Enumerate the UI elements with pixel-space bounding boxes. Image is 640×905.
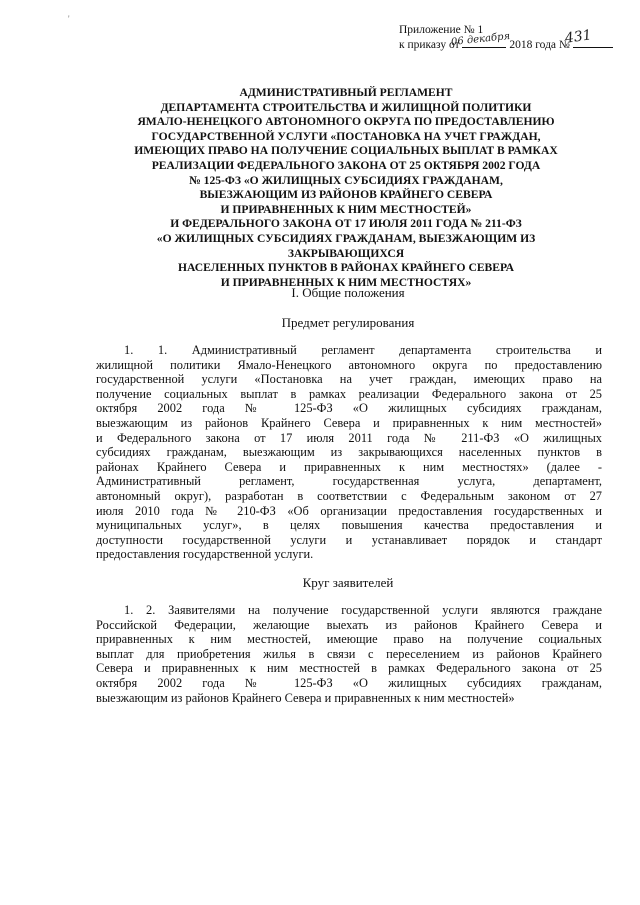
subheading-applicants: Круг заявителей <box>302 575 394 590</box>
appendix-header <box>399 24 629 52</box>
paragraph-line: июля 2010 года № 210-ФЗ «Об организации предоставления государственных и <box>96 503 602 518</box>
paragraph-line: субсидиях гражданам, выезжающим из закрывающихся населенных пунктов в <box>96 445 602 460</box>
handwritten-date: 06 декабря <box>450 30 511 49</box>
paragraph-2 <box>96 603 602 705</box>
handwritten-number: 431 <box>563 27 593 47</box>
paragraph-line: Российской Федерации, желающие выехать из районов Крайнего Севера и <box>96 617 602 632</box>
title-line: № 125-ФЗ «О ЖИЛИЩНЫХ СУБСИДИЯХ ГРАЖДАНАМ, <box>189 173 503 187</box>
paragraph-line: государственной услуги «Постановка на учет граждан, имеющих право на <box>96 372 602 387</box>
paragraph-line: жилищной политики Ямало-Ненецкого автономного округа по предоставлению <box>96 357 602 372</box>
title-line: НАСЕЛЕННЫХ ПУНКТОВ В РАЙОНАХ КРАЙНЕГО СЕВЕРА <box>177 261 514 275</box>
order-year: 2018 года № <box>509 39 570 51</box>
paragraph-line: 1. 2. Заявителями на получение государственной услуги являются граждане <box>124 603 602 617</box>
title-line: ЯМАЛО-НЕНЕЦКОГО АВТОНОМНОГО ОКРУГА ПО ПРЕДОСТАВЛЕНИЮ <box>137 115 555 129</box>
title-line: ВЫЕЗЖАЮЩИМ ИЗ РАЙОНОВ КРАЙНЕГО СЕВЕРА <box>199 188 493 202</box>
title-line: И ФЕДЕРАЛЬНОГО ЗАКОНА ОТ 17 ИЮЛЯ 2011 ГОДА № 211-ФЗ <box>170 217 522 231</box>
paragraph-line: октября 2002 года № 125-ФЗ «О жилищных субсидиях гражданам, <box>96 675 602 690</box>
paragraph-line: выезжающим из районов Крайнего Севера и приравненных к ним местностей» <box>96 690 515 705</box>
paragraph-line: Административный регламент, государственная услуга, департамент, <box>96 474 602 489</box>
appendix-line-1: Приложение № 1 <box>399 24 484 36</box>
document-title <box>100 86 592 290</box>
title-line: РЕАЛИЗАЦИИ ФЕДЕРАЛЬНОГО ЗАКОНА ОТ 25 ОКТЯБРЯ 2002 ГОДА <box>151 158 541 172</box>
paragraph-line: доступности государственной услуги и устанавливает порядок и стандарт <box>96 532 602 547</box>
paragraph-line: октября 2002 года № 125-ФЗ «О жилищных субсидиях гражданам, <box>96 401 602 416</box>
section-heading: I. Общие положения <box>291 285 405 300</box>
paragraph-line: получение социальных выплат в рамках реализации Федерального закона от 25 <box>96 386 602 401</box>
paragraph-line: районах Крайнего Севера и приравненных к ним местностях» (далее - <box>96 459 602 474</box>
title-line: АДМИНИСТРАТИВНЫЙ РЕГЛАМЕНТ <box>239 86 453 99</box>
title-line: И ПРИРАВНЕННЫХ К НИМ МЕСТНОСТЯХ» <box>220 275 472 289</box>
paragraph-line: автономный округ), разработан в соответствии с Федеральным законом от 27 <box>96 488 602 503</box>
title-line: ГОСУДАРСТВЕННОЙ УСЛУГИ «ПОСТАНОВКА НА УЧЕТ ГРАЖДАН, <box>151 129 541 143</box>
paragraph-line: приравненных к ним местностей, имеющие право на получение социальных <box>96 632 602 647</box>
corner-mark: ' <box>68 14 70 24</box>
paragraph-line: Севера и приравненных к ним местностей в рамках Федерального закона от 25 <box>96 661 602 676</box>
paragraph-line: 1. 1. Административный регламент департамента строительства и <box>124 343 602 357</box>
paragraph-line: предоставления государственной услуги. <box>96 547 314 562</box>
order-prefix: к приказу от <box>399 39 460 51</box>
paragraph-line: муниципальных услуг», в целях повышения качества предоставления и <box>96 518 602 533</box>
paragraph-line: выезжающим из районов Крайнего Севера и приравненных к ним местностей» <box>96 415 602 430</box>
title-line: ЗАКРЫВАЮЩИХСЯ <box>287 246 405 260</box>
title-line: ДЕПАРТАМЕНТА СТРОИТЕЛЬСТВА И ЖИЛИЩНОЙ ПОЛИТИКИ <box>160 100 532 114</box>
paragraph-line: и Федерального закона от 17 июля 2011 года № 211-ФЗ «О жилищных <box>96 430 602 445</box>
paragraph-line: выплат для приобретения жилья в связи с переселением из районов Крайнего <box>96 646 602 661</box>
title-line: ИМЕЮЩИХ ПРАВО НА ПОЛУЧЕНИЕ СОЦИАЛЬНЫХ ВЫПЛАТ В РАМКАХ <box>134 144 558 158</box>
paragraph-1 <box>96 343 602 562</box>
title-line: И ПРИРАВНЕННЫХ К НИМ МЕСТНОСТЕЙ» <box>220 202 472 216</box>
subheading-subject: Предмет регулирования <box>281 315 415 330</box>
title-line: «О ЖИЛИЩНЫХ СУБСИДИЯХ ГРАЖДАНАМ, ВЫЕЗЖАЮЩИМ ИЗ <box>156 231 536 245</box>
